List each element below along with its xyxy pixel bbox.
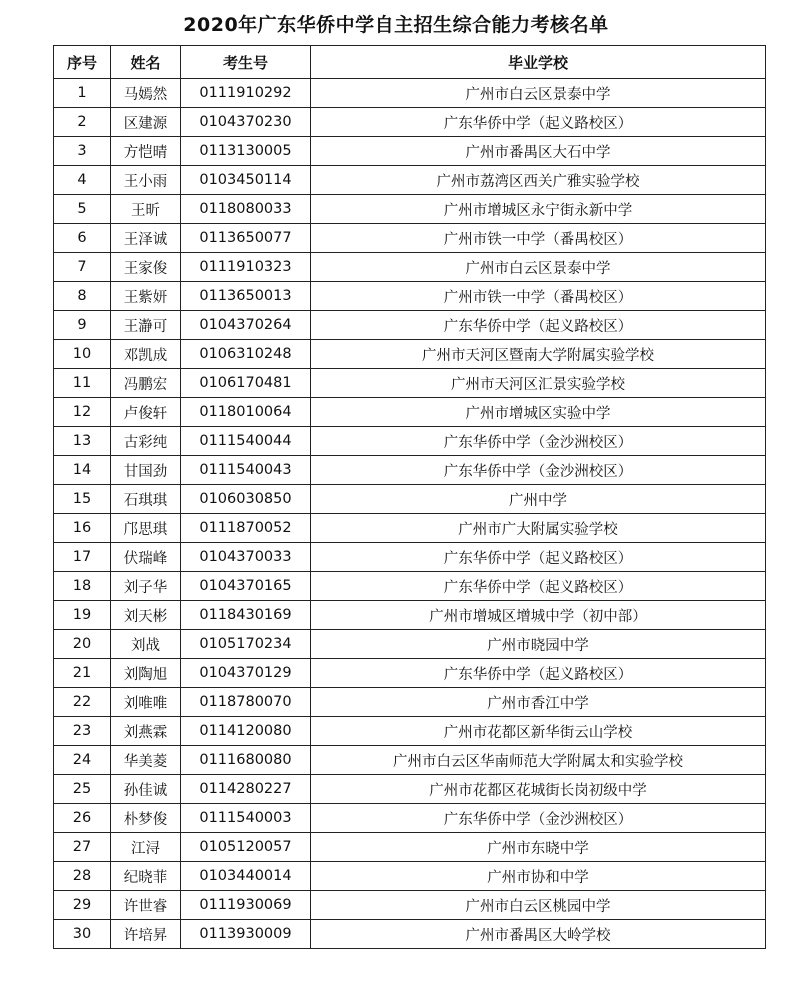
table-row xyxy=(54,862,766,891)
cell-exam-id: 0104370165 xyxy=(181,572,311,601)
table-row xyxy=(54,601,766,630)
table-row xyxy=(54,659,766,688)
cell-exam-id: 0105170234 xyxy=(181,630,311,659)
table-row xyxy=(54,137,766,166)
header-exam-id: 考生号 xyxy=(181,46,311,79)
table-row xyxy=(54,543,766,572)
cell-school: 广州市增城区永宁街永新中学 xyxy=(311,195,766,224)
cell-seq: 19 xyxy=(54,601,111,630)
table-row xyxy=(54,456,766,485)
cell-exam-id: 0113650077 xyxy=(181,224,311,253)
cell-name: 王紫妍 xyxy=(111,282,181,311)
header-seq: 序号 xyxy=(54,46,111,79)
table-row xyxy=(54,891,766,920)
cell-exam-id: 0105120057 xyxy=(181,833,311,862)
cell-seq: 9 xyxy=(54,311,111,340)
cell-name: 刘燕霖 xyxy=(111,717,181,746)
cell-seq: 5 xyxy=(54,195,111,224)
cell-name: 刘陶旭 xyxy=(111,659,181,688)
cell-seq: 27 xyxy=(54,833,111,862)
cell-seq: 23 xyxy=(54,717,111,746)
cell-school: 广州市天河区汇景实验学校 xyxy=(311,369,766,398)
cell-name: 伏瑞峰 xyxy=(111,543,181,572)
cell-school: 广州市白云区华南师范大学附属太和实验学校 xyxy=(311,746,766,775)
cell-seq: 28 xyxy=(54,862,111,891)
table-row xyxy=(54,282,766,311)
cell-name: 刘唯唯 xyxy=(111,688,181,717)
cell-exam-id: 0103440014 xyxy=(181,862,311,891)
cell-name: 纪晓菲 xyxy=(111,862,181,891)
cell-school: 广东华侨中学（金沙洲校区） xyxy=(311,427,766,456)
cell-seq: 15 xyxy=(54,485,111,514)
cell-seq: 29 xyxy=(54,891,111,920)
cell-seq: 12 xyxy=(54,398,111,427)
cell-name: 刘天彬 xyxy=(111,601,181,630)
cell-name: 王昕 xyxy=(111,195,181,224)
cell-name: 方恺晴 xyxy=(111,137,181,166)
cell-school: 广州市广大附属实验学校 xyxy=(311,514,766,543)
table-row xyxy=(54,311,766,340)
cell-name: 古彩纯 xyxy=(111,427,181,456)
table-row xyxy=(54,427,766,456)
cell-seq: 26 xyxy=(54,804,111,833)
table-row xyxy=(54,514,766,543)
cell-exam-id: 0118430169 xyxy=(181,601,311,630)
cell-exam-id: 0113650013 xyxy=(181,282,311,311)
table-row xyxy=(54,630,766,659)
table-row xyxy=(54,833,766,862)
cell-seq: 17 xyxy=(54,543,111,572)
table-row xyxy=(54,79,766,108)
document-title: 2020年广东华侨中学自主招生综合能力考核名单 xyxy=(183,14,609,36)
header-school: 毕业学校 xyxy=(311,46,766,79)
cell-seq: 6 xyxy=(54,224,111,253)
cell-exam-id: 0111870052 xyxy=(181,514,311,543)
cell-school: 广州市番禺区大石中学 xyxy=(311,137,766,166)
table-row xyxy=(54,195,766,224)
cell-school: 广州市增城区增城中学（初中部） xyxy=(311,601,766,630)
cell-exam-id: 0114280227 xyxy=(181,775,311,804)
cell-name: 许培昇 xyxy=(111,920,181,949)
cell-seq: 16 xyxy=(54,514,111,543)
table-row xyxy=(54,572,766,601)
cell-name: 区建源 xyxy=(111,108,181,137)
cell-school: 广东华侨中学（起义路校区） xyxy=(311,108,766,137)
cell-seq: 20 xyxy=(54,630,111,659)
cell-name: 王小雨 xyxy=(111,166,181,195)
cell-name: 王瀞可 xyxy=(111,311,181,340)
table-row xyxy=(54,108,766,137)
cell-seq: 25 xyxy=(54,775,111,804)
cell-school: 广州市花都区花城街长岗初级中学 xyxy=(311,775,766,804)
cell-exam-id: 0111540043 xyxy=(181,456,311,485)
cell-seq: 10 xyxy=(54,340,111,369)
cell-exam-id: 0111540003 xyxy=(181,804,311,833)
table-row xyxy=(54,166,766,195)
cell-exam-id: 0114120080 xyxy=(181,717,311,746)
cell-school: 广东华侨中学（起义路校区） xyxy=(311,659,766,688)
cell-seq: 18 xyxy=(54,572,111,601)
cell-exam-id: 0118010064 xyxy=(181,398,311,427)
cell-name: 马嫣然 xyxy=(111,79,181,108)
cell-school: 广州市东晓中学 xyxy=(311,833,766,862)
cell-name: 甘国劲 xyxy=(111,456,181,485)
cell-school: 广东华侨中学（金沙洲校区） xyxy=(311,456,766,485)
cell-school: 广东华侨中学（起义路校区） xyxy=(311,311,766,340)
cell-seq: 7 xyxy=(54,253,111,282)
table-row xyxy=(54,340,766,369)
cell-name: 朴梦俊 xyxy=(111,804,181,833)
cell-school: 广州市协和中学 xyxy=(311,862,766,891)
cell-school: 广东华侨中学（起义路校区） xyxy=(311,543,766,572)
cell-seq: 8 xyxy=(54,282,111,311)
table-body xyxy=(54,79,766,949)
cell-exam-id: 0111910292 xyxy=(181,79,311,108)
cell-name: 孙佳诚 xyxy=(111,775,181,804)
cell-name: 卢俊轩 xyxy=(111,398,181,427)
table-row xyxy=(54,688,766,717)
table-row xyxy=(54,369,766,398)
cell-name: 江浔 xyxy=(111,833,181,862)
cell-name: 冯鹏宏 xyxy=(111,369,181,398)
cell-exam-id: 0111680080 xyxy=(181,746,311,775)
table-row xyxy=(54,775,766,804)
cell-exam-id: 0118080033 xyxy=(181,195,311,224)
table-row xyxy=(54,253,766,282)
cell-name: 邝思琪 xyxy=(111,514,181,543)
cell-seq: 13 xyxy=(54,427,111,456)
cell-school: 广州市荔湾区西关广雅实验学校 xyxy=(311,166,766,195)
cell-seq: 22 xyxy=(54,688,111,717)
cell-school: 广州市铁一中学（番禺校区） xyxy=(311,282,766,311)
cell-school: 广州市花都区新华街云山学校 xyxy=(311,717,766,746)
table-row xyxy=(54,746,766,775)
cell-school: 广州市白云区景泰中学 xyxy=(311,79,766,108)
table-row xyxy=(54,717,766,746)
cell-seq: 14 xyxy=(54,456,111,485)
table-row xyxy=(54,920,766,949)
cell-seq: 2 xyxy=(54,108,111,137)
cell-school: 广州市晓园中学 xyxy=(311,630,766,659)
cell-name: 石琪琪 xyxy=(111,485,181,514)
cell-school: 广州市白云区景泰中学 xyxy=(311,253,766,282)
cell-exam-id: 0104370129 xyxy=(181,659,311,688)
cell-seq: 24 xyxy=(54,746,111,775)
cell-exam-id: 0104370230 xyxy=(181,108,311,137)
cell-name: 许世睿 xyxy=(111,891,181,920)
cell-exam-id: 0118780070 xyxy=(181,688,311,717)
cell-exam-id: 0113930009 xyxy=(181,920,311,949)
cell-name: 邓凯成 xyxy=(111,340,181,369)
cell-school: 广州市增城区实验中学 xyxy=(311,398,766,427)
cell-school: 广州市天河区暨南大学附属实验学校 xyxy=(311,340,766,369)
cell-school: 广州市白云区桃园中学 xyxy=(311,891,766,920)
cell-seq: 30 xyxy=(54,920,111,949)
table-row xyxy=(54,485,766,514)
cell-school: 广东华侨中学（起义路校区） xyxy=(311,572,766,601)
cell-name: 刘战 xyxy=(111,630,181,659)
cell-name: 王泽诚 xyxy=(111,224,181,253)
cell-exam-id: 0111910323 xyxy=(181,253,311,282)
table-row xyxy=(54,398,766,427)
cell-seq: 21 xyxy=(54,659,111,688)
cell-exam-id: 0103450114 xyxy=(181,166,311,195)
table-header-row xyxy=(54,46,766,79)
cell-exam-id: 0104370033 xyxy=(181,543,311,572)
header-name: 姓名 xyxy=(111,46,181,79)
cell-seq: 1 xyxy=(54,79,111,108)
cell-exam-id: 0104370264 xyxy=(181,311,311,340)
cell-seq: 4 xyxy=(54,166,111,195)
table-row xyxy=(54,804,766,833)
cell-school: 广州市番禺区大岭学校 xyxy=(311,920,766,949)
cell-exam-id: 0111930069 xyxy=(181,891,311,920)
cell-name: 王家俊 xyxy=(111,253,181,282)
table-row xyxy=(54,224,766,253)
cell-name: 华美菱 xyxy=(111,746,181,775)
cell-name: 刘子华 xyxy=(111,572,181,601)
cell-exam-id: 0106310248 xyxy=(181,340,311,369)
cell-exam-id: 0106030850 xyxy=(181,485,311,514)
cell-seq: 3 xyxy=(54,137,111,166)
cell-exam-id: 0106170481 xyxy=(181,369,311,398)
cell-school: 广州市香江中学 xyxy=(311,688,766,717)
roster-table xyxy=(53,45,766,949)
cell-exam-id: 0113130005 xyxy=(181,137,311,166)
cell-school: 广州市铁一中学（番禺校区） xyxy=(311,224,766,253)
cell-school: 广州中学 xyxy=(311,485,766,514)
cell-seq: 11 xyxy=(54,369,111,398)
cell-school: 广东华侨中学（金沙洲校区） xyxy=(311,804,766,833)
cell-exam-id: 0111540044 xyxy=(181,427,311,456)
